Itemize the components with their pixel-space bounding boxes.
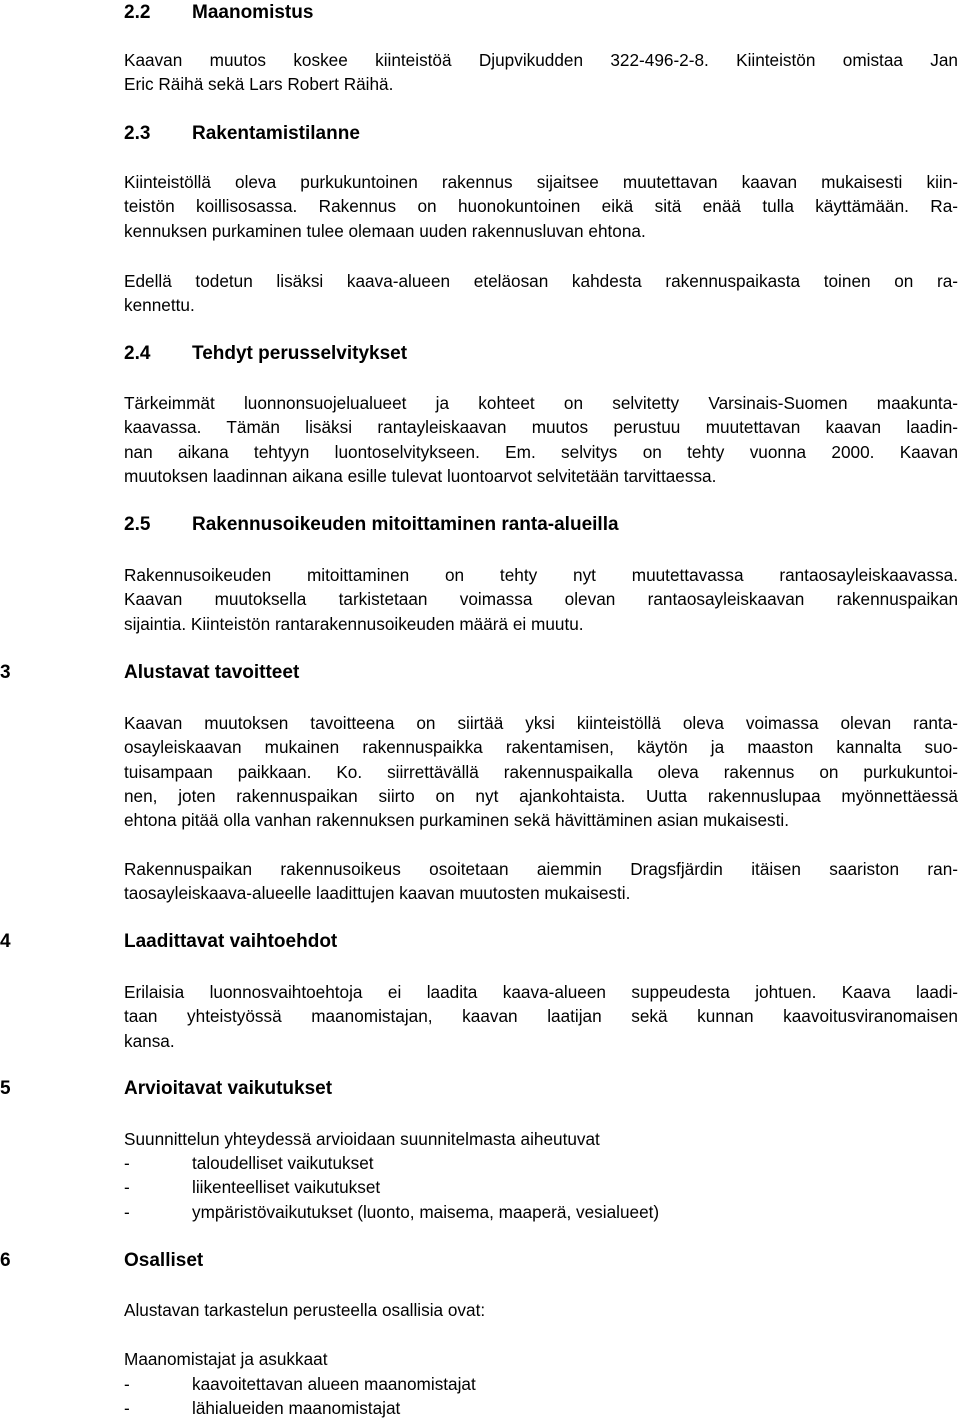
section-number: 2.3 [124,123,151,144]
text-line: ehtona pitää olla vanhan rakennuksen purkaminen sekä hävittäminen asian mukaisesti. [124,810,789,831]
section-heading: Tehdyt perusselvitykset [192,343,408,364]
list-bullet: - [124,1398,130,1418]
section-number: 2.4 [124,343,151,364]
text-line: sijaintia. Kiinteistön rantarakennusoikeuden määrä ei muutu. [124,613,584,634]
section-heading: Maanomistus [192,2,314,23]
section-number: 2.2 [124,2,151,23]
list-item-text: liikenteelliset vaikutukset [192,1177,381,1197]
chapter-number: 6 [0,1250,11,1271]
text-line: Eric Räihä sekä Lars Robert Räihä. [124,74,394,95]
chapter-heading: Arvioitavat vaikutukset [124,1078,333,1099]
text-line: kennettu. [124,295,195,316]
text-line: Tärkeimmät luonnonsuojelualueet ja kohteet on selvitetty Varsinais-Suomen maakunta- [124,393,958,413]
text-line: Rakennusoikeuden mitoittaminen on tehty nyt muutettavassa rantaosayleiskaavassa. [124,565,958,585]
chapter-heading: Alustavat tavoitteet [124,662,300,683]
text-line: Kiinteistöllä oleva purkukuntoinen rakennus sijaitsee muutettavan kaavan mukaisesti kiin- [124,172,958,192]
list-bullet: - [124,1374,130,1394]
paragraph: Maanomistajat ja asukkaat [124,1349,328,1369]
chapter-heading: Laadittavat vaihtoehdot [124,931,338,952]
text-line: Kaavan muutos koskee kiinteistöä Djupvikudden 322-496-2-8. Kiinteistön omistaa Jan [124,50,958,70]
paragraph [124,269,958,318]
text-line: Rakennuspaikan rakennusoikeus osoitetaan aiemmin Dragsfjärdin itäisen saariston ran- [124,859,958,879]
paragraph: Suunnittelun yhteydessä arvioidaan suunnitelmasta aiheutuvat [124,1129,600,1149]
list-item [124,1372,476,1396]
list-item-text: ympäristövaikutukset (luonto, maisema, maaperä, vesialueet) [192,1202,660,1222]
chapter-heading: Osalliset [124,1250,204,1271]
list-item [124,1200,659,1224]
paragraph [124,857,958,906]
chapter-number: 5 [0,1078,11,1099]
text-line: Kaavan muutoksella tarkistetaan voimassa olevan rantaosayleiskaavan rakennuspaikan [124,589,958,610]
text-line: nan aikana tehtyyn luontoselvitykseen. Em. selvitys on tehty vuonna 2000. Kaavan [124,441,958,462]
section-heading: Rakentamistilanne [192,123,360,144]
paragraph [124,711,958,832]
paragraph: Alustavan tarkastelun perusteella osallisia ovat: [124,1300,486,1320]
list-item [124,1175,380,1199]
list-bullet: - [124,1153,130,1173]
text-line: tuisampaan paikkaan. Ko. siirrettävällä rakennuspaikalla oleva rakennus on purkukuntoi- [124,761,958,782]
list-bullet: - [124,1202,130,1222]
text-line: Kaavan muutoksen tavoitteena on siirtää yksi kiinteistöllä oleva voimassa olevan ranta- [124,713,958,733]
text-line: teistön koillisosassa. Rakennus on huonokuntoinen eikä sitä enää tulla käyttämään. Ra- [124,196,958,217]
list-bullet: - [124,1177,130,1197]
paragraph [124,391,958,488]
list-item-text: lähialueiden maanomistajat [192,1398,401,1418]
list-item-text: kaavoitettavan alueen maanomistajat [192,1374,476,1394]
list-item [124,1396,400,1420]
text-line: taosayleiskaava-alueelle laadittujen kaavan muutosten mukaisesti. [124,883,631,904]
chapter-number: 3 [0,662,11,683]
text-line: Edellä todetun lisäksi kaava-alueen eteläosan kahdesta rakennuspaikasta toinen on ra- [124,271,958,291]
paragraph [124,563,958,636]
text-line: kansa. [124,1030,175,1051]
list-item [124,1151,374,1175]
paragraph [124,48,958,97]
text-line: nen, joten rakennuspaikan siirto on nyt ajankohtaista. Uutta rakennuslupaa myönnettäessä [124,785,958,806]
text-line: kaavassa. Tämän lisäksi rantayleiskaavan muutos perustuu muutettavan kaavan laadin- [124,417,958,438]
text-line: taan yhteistyössä maanomistajan, kaavan laatijan sekä kunnan kaavoitusviranomaisen [124,1006,958,1027]
section-heading: Rakennusoikeuden mitoittaminen ranta-alueilla [192,514,619,535]
text-line: osayleiskaavan mukainen rakennuspaikka rakentamisen, käytön ja maaston kannalta suo- [124,737,958,758]
text-line: Erilaisia luonnosvaihtoehtoja ei laadita kaava-alueen suppeudesta johtuen. Kaava laadi- [124,982,958,1002]
text-line: muutoksen laadinnan aikana esille tulevat luontoarvot selvitetään tarvittaessa. [124,465,717,486]
list-item-text: taloudelliset vaikutukset [192,1153,374,1173]
section-number: 2.5 [124,514,151,535]
paragraph [124,170,958,243]
text-line: kennuksen purkaminen tulee olemaan uuden rakennusluvan ehtona. [124,220,646,241]
paragraph [124,980,958,1053]
chapter-number: 4 [0,931,11,952]
